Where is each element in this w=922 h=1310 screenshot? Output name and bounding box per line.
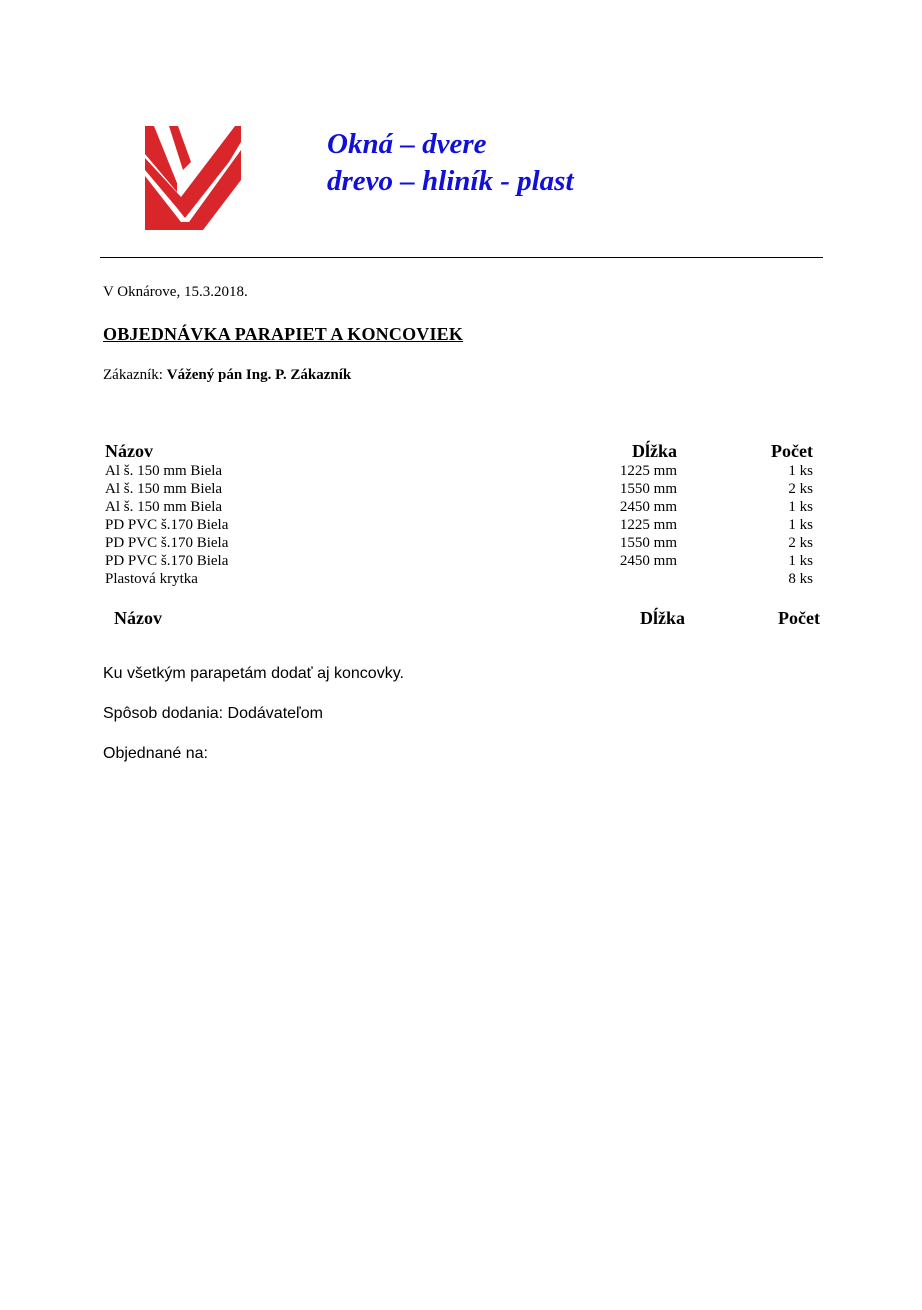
- cell-length: 1550 mm: [619, 481, 677, 497]
- cell-name: PD PVC š.170 Biela: [105, 517, 229, 533]
- table-row: [105, 534, 813, 552]
- slogan-line: drevo – hliník - plast: [327, 165, 574, 197]
- table-row: [105, 462, 813, 480]
- note-endcaps: Ku všetkým parapetám dodať aj koncovky.: [103, 665, 404, 682]
- customer-name: Vážený pán Ing. P. Zákazník: [166, 367, 352, 383]
- place-date: V Oknárove, 15.3.2018.: [103, 284, 248, 300]
- company-slogan: [327, 126, 574, 200]
- cell-count: 2 ks: [788, 481, 813, 497]
- note-ordered-for: Objednané na:: [103, 745, 208, 762]
- table-row: [105, 480, 813, 498]
- column-header-name: Názov: [105, 441, 153, 461]
- logo-chevron-shape: [169, 126, 191, 170]
- customer-line: [103, 367, 351, 384]
- order-table: [105, 440, 813, 588]
- column-footer-length: Dĺžka: [640, 608, 685, 628]
- cell-name: Al š. 150 mm Biela: [105, 499, 223, 515]
- slogan-line: Okná – dvere: [327, 128, 487, 160]
- column-footer-name: Názov: [114, 608, 162, 628]
- column-header-count: Počet: [771, 441, 813, 461]
- customer-label: Zákazník:: [103, 367, 167, 383]
- table-footer-row: [114, 606, 820, 630]
- note-delivery-method: Spôsob dodania: Dodávateľom: [103, 705, 323, 722]
- cell-name: Al š. 150 mm Biela: [105, 481, 223, 497]
- cell-count: 8 ks: [788, 571, 813, 587]
- table-row: [105, 498, 813, 516]
- cell-name: PD PVC š.170 Biela: [105, 535, 229, 551]
- document-title: OBJEDNÁVKA PARAPIET A KONCOVIEK: [103, 324, 464, 344]
- cell-length: 2450 mm: [619, 553, 677, 569]
- cell-count: 1 ks: [788, 463, 813, 479]
- column-footer-count: Počet: [778, 608, 820, 628]
- cell-length: 1225 mm: [619, 463, 677, 479]
- table-header-row: [105, 440, 813, 462]
- table-row: [105, 516, 813, 534]
- column-header-length: Dĺžka: [632, 441, 677, 461]
- cell-name: Al š. 150 mm Biela: [105, 463, 223, 479]
- cell-length: 1550 mm: [619, 535, 677, 551]
- table-row: [105, 552, 813, 570]
- header-divider: [100, 257, 823, 258]
- cell-name: Plastová krytka: [105, 571, 198, 587]
- cell-count: 1 ks: [788, 517, 813, 533]
- cell-count: 1 ks: [788, 553, 813, 569]
- company-logo: [145, 126, 241, 230]
- table-row: [105, 570, 813, 588]
- cell-length: 1225 mm: [619, 517, 677, 533]
- cell-count: 1 ks: [788, 499, 813, 515]
- cell-length: 2450 mm: [619, 499, 677, 515]
- cell-count: 2 ks: [788, 535, 813, 551]
- cell-name: PD PVC š.170 Biela: [105, 553, 229, 569]
